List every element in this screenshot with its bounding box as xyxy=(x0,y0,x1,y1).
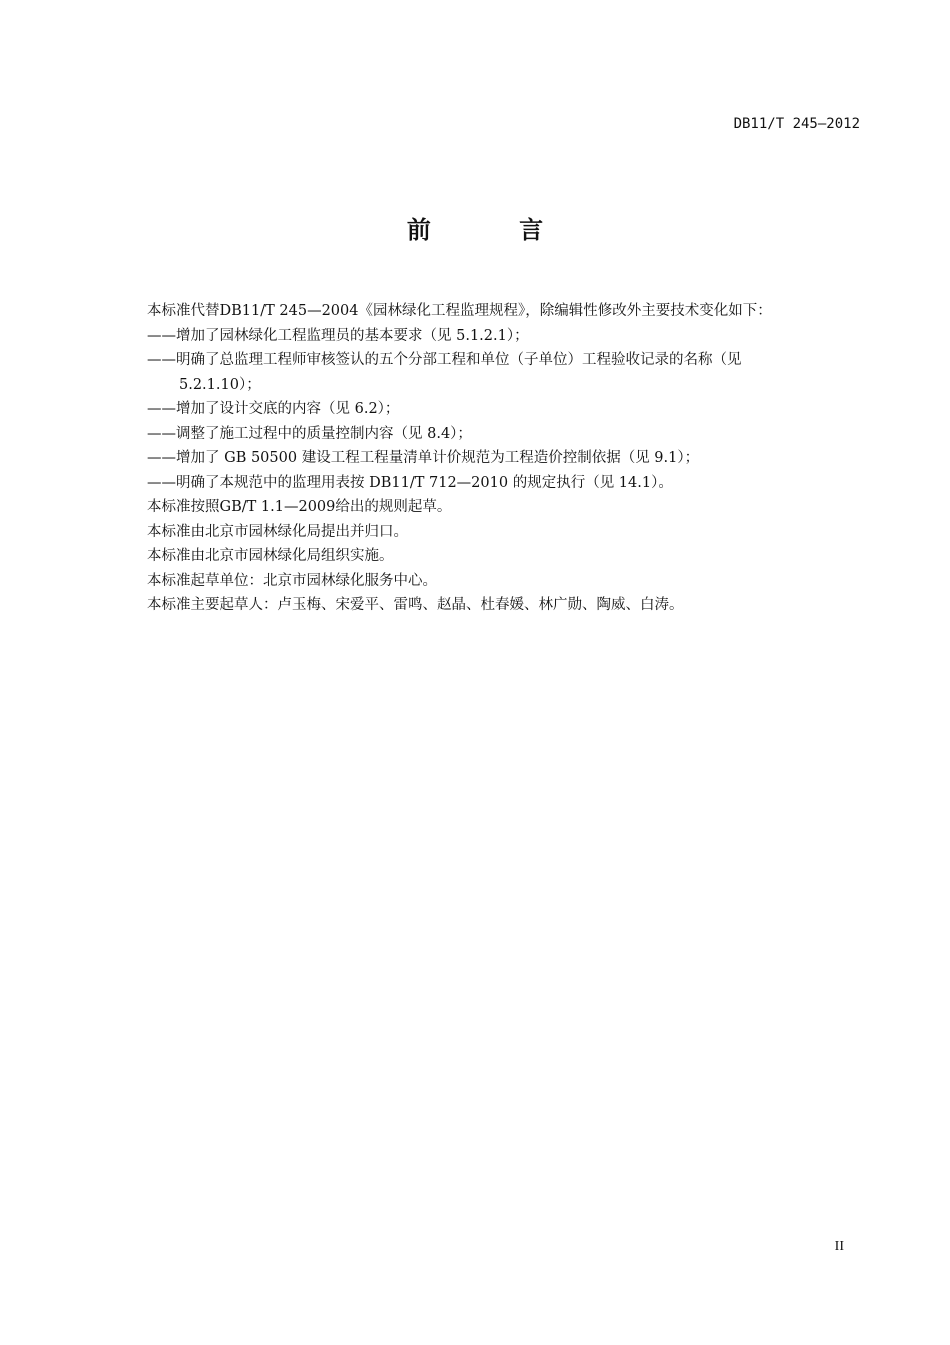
change-item: ——增加了设计交底的内容（见 6.2）； xyxy=(147,401,400,417)
change-item: ——明确了本规范中的监理用表按 DB11/T 712—2010 的规定执行（见 14.1）。 xyxy=(147,474,673,491)
implementer-paragraph: 本标准由北京市园林绿化局组织实施。 xyxy=(147,548,394,564)
page-title: 前 言 xyxy=(406,216,584,244)
change-item-continuation: 5.2.1.10）； xyxy=(179,376,261,393)
change-item: ——增加了园林绿化工程监理员的基本要求（见 5.1.2.1）； xyxy=(147,327,529,344)
drafting-rules-paragraph: 本标准按照GB/T 1.1—2009给出的规则起草。 xyxy=(147,499,452,515)
proposer-paragraph: 本标准由北京市园林绿化局提出并归口。 xyxy=(147,523,408,540)
drafters-paragraph: 本标准主要起草人：卢玉梅、宋爱平、雷鸣、赵晶、杜春媛、林广勋、陶威、白涛。 xyxy=(147,597,684,613)
change-item: ——增加了 GB 50500 建设工程工程量清单计价规范为工程造价控制依据（见 9.1）； xyxy=(147,450,700,466)
intro-paragraph: 本标准代替DB11/T 245—2004《园林绿化工程监理规程》，除编辑性修改外主要技术变化如下： xyxy=(147,303,772,319)
standard-code: DB11/T 245—2012 xyxy=(733,116,860,132)
page-number: II xyxy=(834,1239,844,1254)
drafting-unit-paragraph: 本标准起草单位：北京市园林绿化服务中心。 xyxy=(147,572,437,589)
change-item: ——调整了施工过程中的质量控制内容（见 8.4）； xyxy=(147,425,472,442)
change-item: ——明确了总监理工程师审核签认的五个分部工程和单位（子单位）工程验收记录的名称（见 xyxy=(147,352,742,368)
foreword-body xyxy=(147,299,867,618)
